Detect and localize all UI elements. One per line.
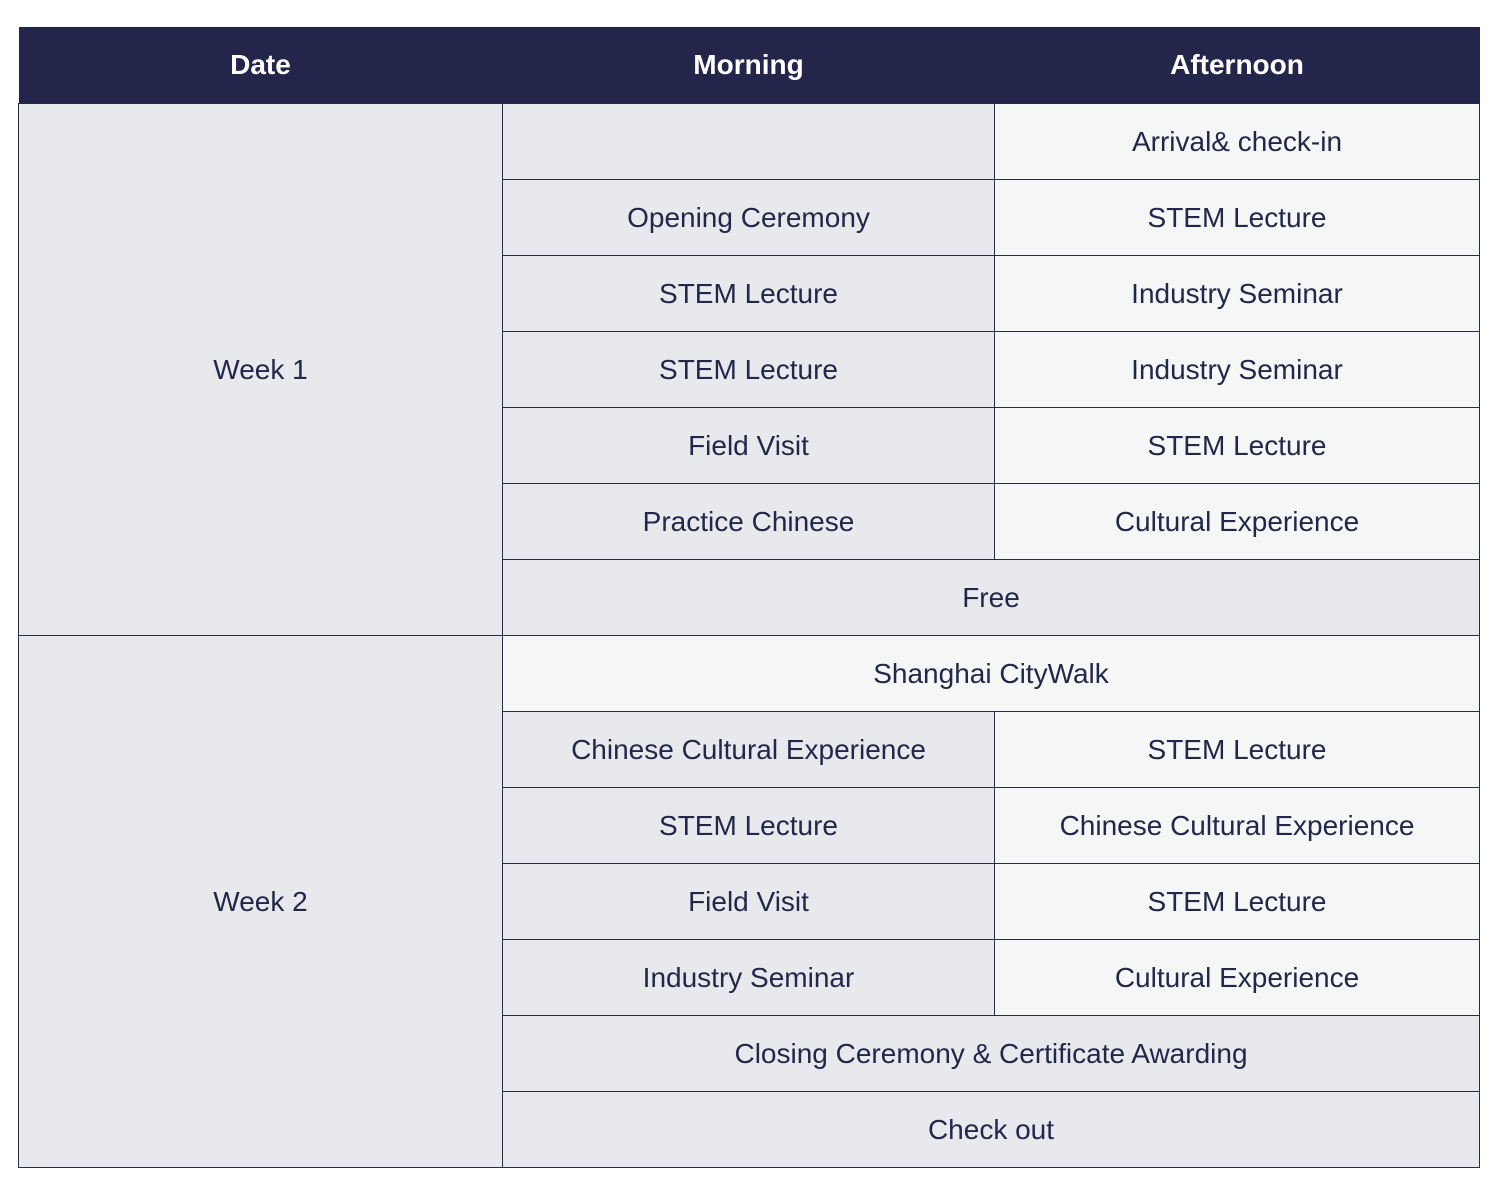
header-date: Date [19,27,503,104]
afternoon-cell: Chinese Cultural Experience [995,788,1480,864]
table-header [19,27,1480,104]
afternoon-cell: STEM Lecture [995,712,1480,788]
afternoon-cell: Cultural Experience [995,484,1480,560]
morning-cell [503,104,995,180]
afternoon-cell: Cultural Experience [995,940,1480,1016]
morning-cell: Practice Chinese [503,484,995,560]
afternoon-cell: Industry Seminar [995,332,1480,408]
afternoon-cell: Arrival& check-in [995,104,1480,180]
full-day-cell: Closing Ceremony & Certificate Awarding [503,1016,1480,1092]
morning-cell: STEM Lecture [503,332,995,408]
header-afternoon: Afternoon [995,27,1480,104]
morning-cell: Chinese Cultural Experience [503,712,995,788]
header-morning: Morning [503,27,995,104]
afternoon-cell: STEM Lecture [995,408,1480,484]
full-day-cell: Check out [503,1092,1480,1168]
afternoon-cell: Industry Seminar [995,256,1480,332]
afternoon-cell: STEM Lecture [995,864,1480,940]
morning-cell: STEM Lecture [503,788,995,864]
schedule-table [18,27,1480,1168]
morning-cell: Field Visit [503,408,995,484]
morning-cell: STEM Lecture [503,256,995,332]
morning-cell: Opening Ceremony [503,180,995,256]
table-body [19,104,1480,1168]
week-1-label: Week 1 [19,104,503,636]
week-2-label: Week 2 [19,636,503,1168]
table-row [19,636,1480,712]
morning-cell: Field Visit [503,864,995,940]
full-day-cell: Shanghai CityWalk [503,636,1480,712]
afternoon-cell: STEM Lecture [995,180,1480,256]
morning-cell: Industry Seminar [503,940,995,1016]
table-row [19,104,1480,180]
header-row [19,27,1480,104]
full-day-cell: Free [503,560,1480,636]
